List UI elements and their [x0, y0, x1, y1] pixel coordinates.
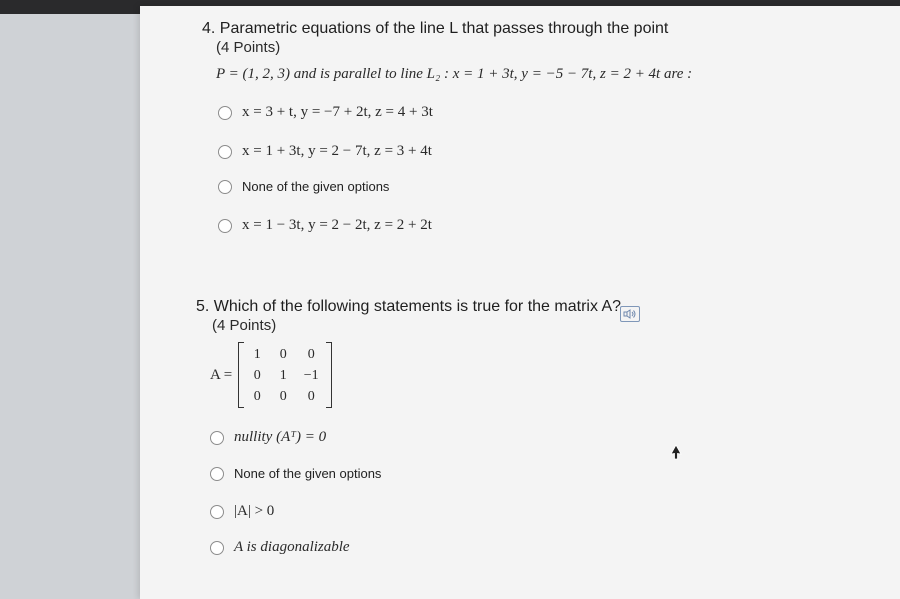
q5-option-4[interactable]: [210, 539, 350, 556]
matrix-cell: 0: [307, 346, 315, 362]
q5-option-3-label: |A| > 0: [234, 503, 275, 519]
question-4-points: (4 Points): [216, 39, 281, 56]
matrix-cell: 0: [279, 346, 287, 362]
matrix-cell: 0: [253, 388, 261, 404]
radio-button[interactable]: [218, 180, 232, 194]
matrix-right-bracket: [326, 342, 332, 408]
q4-option-4[interactable]: [218, 217, 432, 234]
q4-option-4-label: x = 1 − 3t, y = 2 − 2t, z = 2 + 2t: [242, 217, 432, 233]
q5-option-4-label: A is diagonalizable: [234, 539, 350, 555]
matrix-cell: 0: [279, 388, 287, 404]
radio-button[interactable]: [210, 505, 224, 519]
radio-button[interactable]: [218, 219, 232, 233]
q5-option-2[interactable]: [210, 466, 381, 481]
matrix-cell: 1: [279, 367, 287, 383]
matrix-cell: 0: [253, 367, 261, 383]
matrix-label: A =: [210, 366, 233, 383]
matrix-a: [210, 342, 332, 408]
radio-button[interactable]: [218, 106, 232, 120]
q4-option-3[interactable]: [218, 179, 389, 194]
question-4-title: 4. Parametric equations of the line L that passes through the point: [202, 20, 669, 37]
matrix-grid: [244, 344, 326, 407]
radio-button[interactable]: [218, 145, 232, 159]
q5-option-1[interactable]: [210, 429, 326, 446]
q5-option-3[interactable]: [210, 503, 274, 520]
matrix-cell: 1: [253, 346, 261, 362]
mouse-cursor-icon: [670, 444, 682, 465]
q4-option-1[interactable]: [218, 104, 433, 121]
question-5-title: 5. Which of the following statements is true for the matrix A?: [196, 298, 622, 315]
radio-button[interactable]: [210, 467, 224, 481]
q5-option-2-label: None of the given options: [234, 466, 382, 481]
question-5-points: (4 Points): [212, 317, 277, 334]
radio-button[interactable]: [210, 541, 224, 555]
matrix-cell: −1: [303, 367, 319, 383]
radio-button[interactable]: [210, 431, 224, 445]
form-page: [140, 6, 900, 599]
immersive-reader-icon[interactable]: [620, 306, 640, 322]
q4-option-3-label: None of the given options: [242, 179, 390, 194]
q4-option-2-label: x = 1 + 3t, y = 2 − 7t, z = 3 + 4t: [242, 143, 432, 159]
q4-option-1-label: x = 3 + t, y = −7 + 2t, z = 4 + 3t: [242, 104, 433, 120]
matrix-cell: 0: [307, 388, 315, 404]
question-4-stem: P = (1, 2, 3) and is parallel to line L₂ : x = 1 + 3t, y = −5 − 7t, z = 2 + 4t are :: [216, 66, 693, 82]
q4-option-2[interactable]: [218, 143, 432, 160]
q5-option-1-label: nullity (Aᵀ) = 0: [234, 429, 327, 445]
